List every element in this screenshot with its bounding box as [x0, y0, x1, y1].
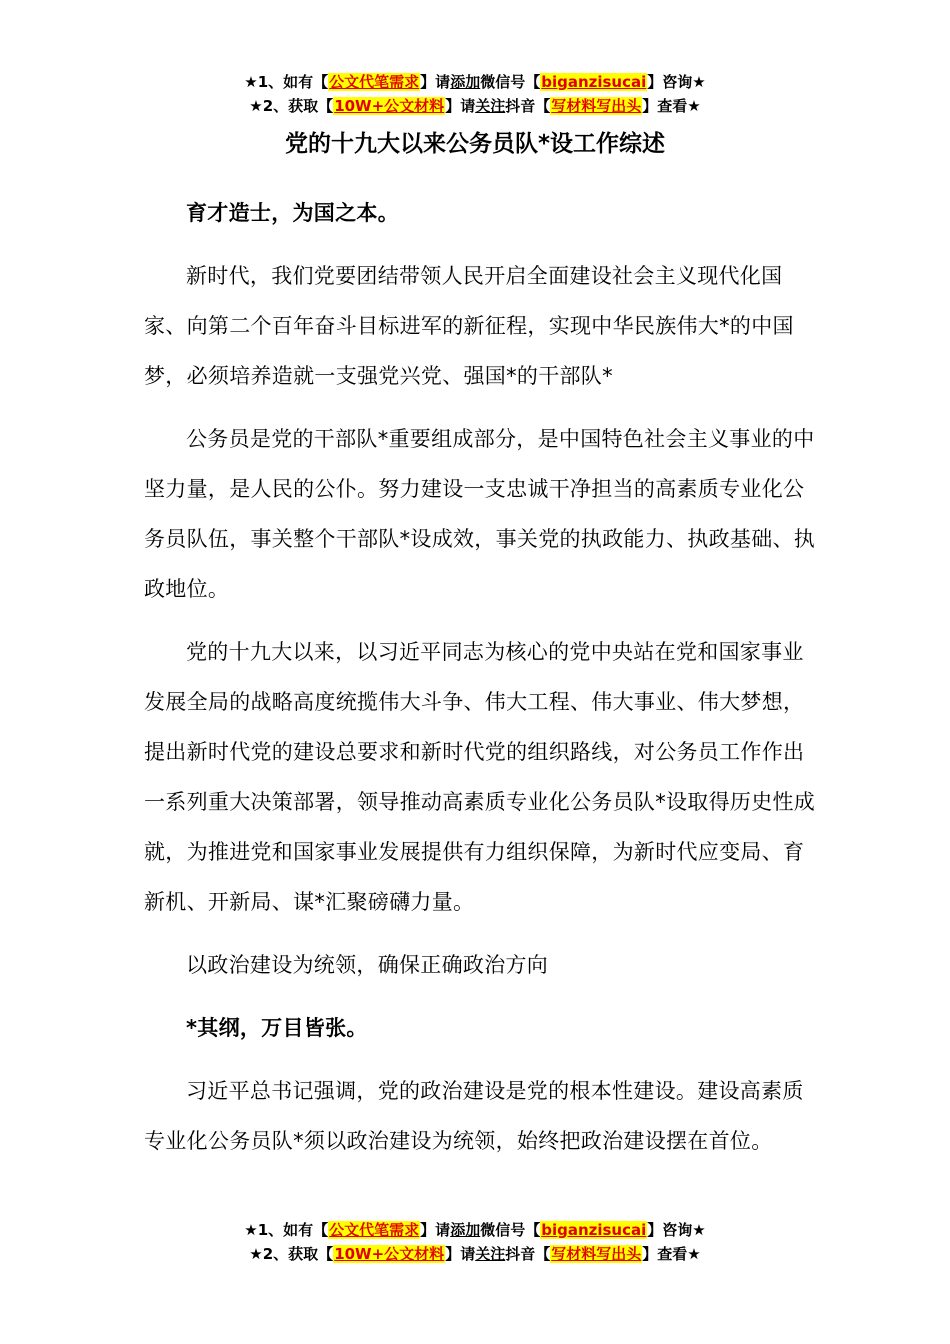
highlight-text: 写材料写出头: [551, 97, 642, 115]
paragraph: 党的十九大以来，以习近平同志为核心的党中央站在党和国家事业发展全局的战略高度统揽伟大斗争、伟大工程、伟大事业、伟大梦想，提出新时代党的建设总要求和新时代党的组织路线，对公务员工作作出一系列重大决策部署，领导推动高素质专业化公务员队*设取得历史性成就，为推进党和国家事业发展提供有力组织保障，为新时代应变局、育新机、开新局、谋*汇聚磅礴力量。: [144, 640, 816, 914]
highlight-text: 10W+公文材料: [334, 97, 445, 115]
highlight-text: 公文代笔需求: [329, 73, 420, 91]
banner-text: 】请: [420, 73, 451, 91]
banner-line-2: [0, 1242, 950, 1266]
banner-text: 】查看★: [642, 97, 701, 115]
banner-text: ★2、获取【: [249, 97, 334, 115]
banner-line-1: [0, 1218, 950, 1242]
banner-line-2: [0, 94, 950, 118]
banner-text: 】请: [445, 97, 476, 115]
underlined-text: 关注: [475, 97, 506, 115]
highlight-text: biganzisucai: [541, 73, 647, 91]
underlined-text: 添加: [450, 73, 481, 91]
banner-text: 】咨询★: [647, 1221, 706, 1239]
banner-text: 微信号【: [480, 73, 541, 91]
highlight-text: 写材料写出头: [551, 1245, 642, 1263]
paragraph: 公务员是党的干部队*重要组成部分，是中国特色社会主义事业的中坚力量，是人民的公仆。努力建设一支忠诚干净担当的高素质专业化公务员队伍，事关整个干部队*设成效，事关党的执政能力、执政基础、执政地位。: [144, 427, 816, 601]
banner-text: 】查看★: [642, 1245, 701, 1263]
paragraph: *其纲，万目皆张。: [186, 1016, 368, 1040]
banner-text: 微信号【: [480, 1221, 541, 1239]
paragraph: 新时代，我们党要团结带领人民开启全面建设社会主义现代化国家、向第二个百年奋斗目标进军的新征程，实现中华民族伟大*的中国梦，必须培养造就一支强党兴党、强国*的干部队*: [144, 264, 794, 388]
paragraph: 以政治建设为统领，确保正确政治方向: [186, 953, 549, 977]
banner-text: 抖音【: [505, 97, 551, 115]
banner-text: 】请: [445, 1245, 476, 1263]
highlight-text: 公文代笔需求: [329, 1221, 420, 1239]
highlight-text: 10W+公文材料: [334, 1245, 445, 1263]
paragraph: 育才造士，为国之本。: [186, 201, 399, 225]
paragraph: 习近平总书记强调，党的政治建设是党的根本性建设。建设高素质专业化公务员队*须以政治建设为统领，始终把政治建设摆在首位。: [144, 1079, 804, 1153]
banner-text: 】咨询★: [647, 73, 706, 91]
highlight-text: biganzisucai: [541, 1221, 647, 1239]
document-title: 党的十九大以来公务员队*设工作综述: [284, 131, 666, 157]
underlined-text: 关注: [475, 1245, 506, 1263]
banner-line-1: [0, 70, 950, 94]
banner-text: ★1、如有【: [244, 1221, 329, 1239]
banner-text: 】请: [420, 1221, 451, 1239]
banner-text: 抖音【: [505, 1245, 551, 1263]
banner-text: ★2、获取【: [249, 1245, 334, 1263]
footer-banner: [0, 1218, 950, 1266]
banner-text: ★1、如有【: [244, 73, 329, 91]
underlined-text: 添加: [450, 1221, 481, 1239]
header-banner: [0, 70, 950, 118]
document-body: [144, 188, 824, 1179]
